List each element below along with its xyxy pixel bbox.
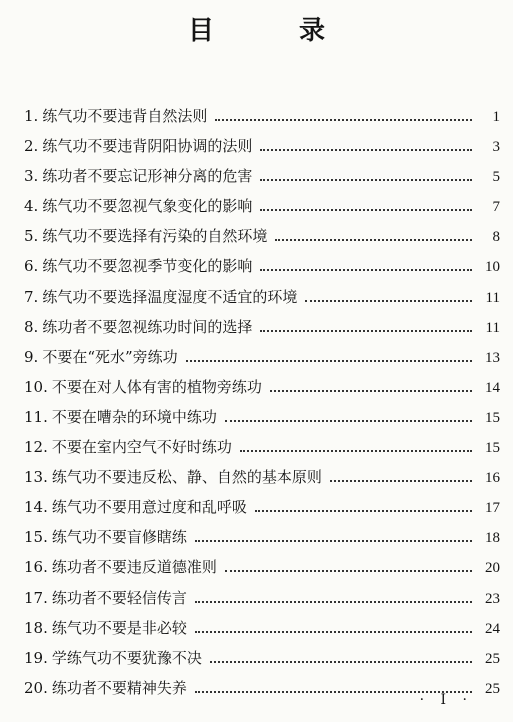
toc-entry[interactable]: [24, 583, 500, 613]
toc-entry[interactable]: [24, 613, 500, 643]
toc-entry[interactable]: [24, 191, 500, 221]
toc-entry-number: 16.: [24, 558, 48, 577]
toc-entry-number: 17.: [24, 588, 48, 607]
toc-entry-page: 13: [485, 349, 500, 366]
toc-entry-title: 练功者不要精神失养: [51, 678, 187, 697]
toc-entry-page: 17: [485, 500, 500, 517]
toc-dot-leader: [225, 570, 472, 572]
toc-entry-title: 练气功不要忽视气象变化的影响: [42, 197, 253, 216]
toc-entry-number: 20.: [24, 678, 48, 697]
toc-dot-leader: [195, 631, 472, 633]
toc-entry-title: 练气功不要是非必较: [51, 618, 187, 637]
toc-entry-title: 不要在“死水”旁练功: [42, 347, 178, 366]
toc-entry-title: 练功者不要违反道德准则: [51, 558, 217, 577]
toc-entry[interactable]: [24, 312, 500, 342]
toc-entry-page: 8: [492, 229, 500, 246]
toc-dot-leader: [186, 360, 472, 362]
toc-entry-number: 19.: [24, 648, 48, 667]
toc-entry[interactable]: [24, 161, 500, 191]
toc-entry-number: 5.: [24, 227, 39, 246]
toc-entry[interactable]: [24, 492, 500, 522]
toc-dot-leader: [225, 420, 472, 422]
toc-entry-number: 8.: [24, 317, 39, 336]
toc-entry-number: 6.: [24, 257, 39, 276]
toc-dot-leader: [260, 330, 472, 332]
toc-entry-page: 7: [492, 199, 500, 216]
toc-entry-page: 25: [485, 650, 500, 667]
toc-dot-leader: [210, 661, 472, 663]
toc-entry[interactable]: [24, 221, 500, 251]
toc-entry-number: 13.: [24, 468, 48, 487]
toc-entry-title: 不要在嘈杂的环境中练功: [51, 407, 217, 426]
toc-entry-page: 20: [485, 560, 500, 577]
toc-dot-leader: [240, 450, 472, 452]
toc-entry-number: 3.: [24, 167, 39, 186]
toc-entry-page: 18: [485, 530, 500, 547]
toc-entry-page: 11: [485, 289, 500, 306]
toc-entry[interactable]: [24, 552, 500, 582]
toc-entry-page: 14: [485, 379, 500, 396]
toc-entry-number: 11.: [24, 407, 48, 426]
toc-dot-leader: [195, 540, 472, 542]
toc-entry[interactable]: [24, 101, 500, 131]
toc-entry-title: 不要在对人体有害的植物旁练功: [51, 377, 262, 396]
page-title: 目 录: [187, 16, 364, 46]
toc-entry-page: 3: [492, 139, 500, 156]
toc-entry[interactable]: [24, 251, 500, 281]
toc-entry-title: 练气功不要违反松、静、自然的基本原则: [51, 468, 322, 487]
toc-entry-page: 1: [492, 109, 500, 125]
toc-entry[interactable]: [24, 342, 500, 372]
toc-entry-title: 练功者不要轻信传言: [51, 588, 187, 607]
toc-dot-leader: [260, 269, 472, 271]
toc-entry-number: 18.: [24, 618, 48, 637]
toc-dot-leader: [215, 119, 472, 121]
toc-entry-page: 25: [485, 680, 500, 697]
toc-entry-title: 学练气功不要犹豫不决: [51, 648, 202, 667]
toc-entry-title: 练气功不要违背阴阳协调的法则: [42, 137, 253, 156]
toc-entry-title: 练功者不要忽视练功时间的选择: [42, 317, 253, 336]
toc-dot-leader: [305, 300, 472, 302]
toc-entry-title: 练气功不要违背自然法则: [42, 107, 208, 125]
toc-dot-leader: [195, 601, 472, 603]
page-number: · I ·: [419, 692, 473, 708]
toc-dot-leader: [260, 209, 472, 211]
toc-entry[interactable]: [24, 402, 500, 432]
toc-entry-title: 练气功不要选择有污染的自然环境: [42, 227, 268, 246]
toc-entry-number: 10.: [24, 377, 48, 396]
toc-dot-leader: [260, 149, 472, 151]
toc-entry-page: 10: [485, 259, 500, 276]
toc-entry[interactable]: [24, 522, 500, 552]
toc-entry[interactable]: [24, 282, 500, 312]
toc-entry-title: 练气功不要盲修瞎练: [51, 528, 187, 547]
toc-entry-title: 练气功不要选择温度湿度不适宜的环境: [42, 287, 298, 306]
toc-entry-page: 16: [485, 470, 500, 487]
toc-dot-leader: [255, 510, 472, 512]
toc-entry[interactable]: [24, 462, 500, 492]
toc-dot-leader: [275, 239, 472, 241]
toc-entry-number: 1.: [24, 107, 39, 125]
toc-dot-leader: [330, 480, 472, 482]
toc-entry-title: 练功者不要忘记形神分离的危害: [42, 167, 253, 186]
toc-entry-number: 2.: [24, 137, 39, 156]
toc-entry-number: 4.: [24, 197, 39, 216]
table-of-contents: [24, 101, 500, 703]
toc-entry-title: 练气功不要用意过度和乱呼吸: [51, 498, 247, 517]
toc-entry-number: 12.: [24, 438, 48, 457]
toc-entry-number: 9.: [24, 347, 39, 366]
toc-dot-leader: [260, 179, 472, 181]
toc-entry-page: 15: [485, 409, 500, 426]
toc-entry-number: 14.: [24, 498, 48, 517]
toc-entry-page: 5: [492, 169, 500, 186]
toc-entry-number: 7.: [24, 287, 39, 306]
toc-entry-page: 15: [485, 440, 500, 457]
toc-entry-page: 11: [485, 319, 500, 336]
toc-entry[interactable]: [24, 372, 500, 402]
toc-dot-leader: [270, 390, 472, 392]
toc-entry[interactable]: [24, 432, 500, 462]
toc-entry[interactable]: [24, 131, 500, 161]
toc-entry-page: 24: [485, 620, 500, 637]
toc-entry-page: 23: [485, 590, 500, 607]
toc-entry-title: 练气功不要忽视季节变化的影响: [42, 257, 253, 276]
toc-entry-title: 不要在室内空气不好时练功: [51, 438, 232, 457]
toc-entry[interactable]: [24, 643, 500, 673]
toc-entry-number: 15.: [24, 528, 48, 547]
